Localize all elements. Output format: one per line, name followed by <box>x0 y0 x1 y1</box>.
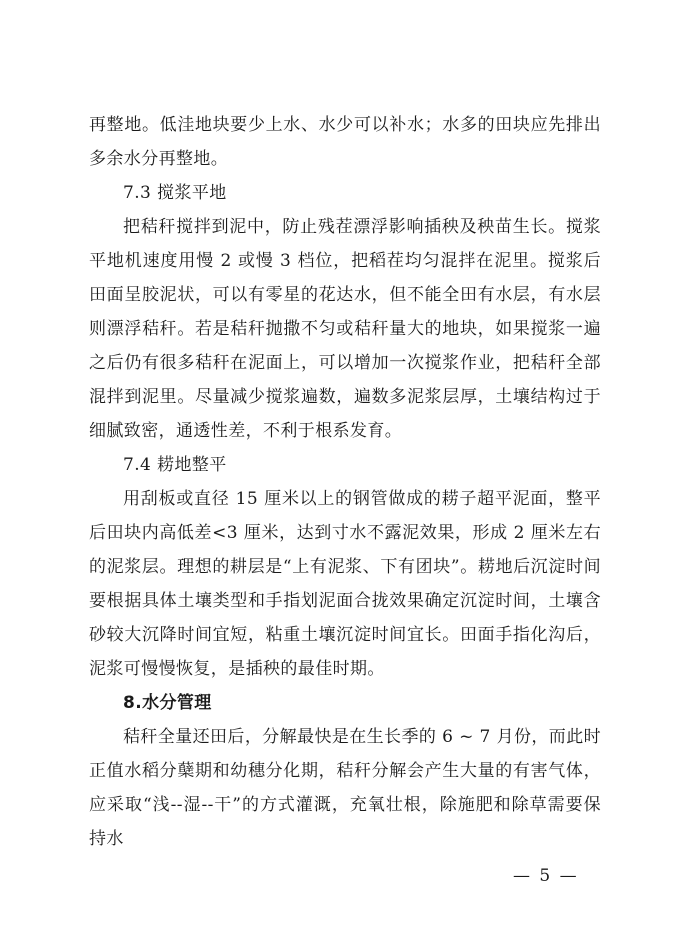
paragraph-7-4-body: 用刮板或直径 15 厘米以上的钢管做成的耢子超平泥面，整平后田块内高低差<3 厘米，达到寸水不露泥效果，形成 2 厘米左右的泥浆层。理想的耕层是“上有泥浆、下有团块”。耢地后沉淀时间要根据具体土壤类型和手指划泥面合拢效果确定沉淀时间，土壤含砂较大沉降时间宜短，粘重土壤沉淀时间宜长。田面手指化沟后，泥浆可慢慢恢复，是插秧的最佳时期。 <box>89 489 601 679</box>
section-heading-8: 8.水分管理 <box>123 693 212 713</box>
paragraph-8-body: 秸秆全量还田后，分解最快是在生长季的 6 ~ 7 月份，而此时正值水稻分蘖期和幼穗分化期，秸秆分解会产生大量的有害气体，应采取“浅--湿--干”的方式灌溉，充氧壮根，除施肥和除草需要保持水 <box>89 727 601 849</box>
paragraph-7-3-body: 把秸秆搅拌到泥中，防止残茬漂浮影响插秧及秧苗生长。搅浆平地机速度用慢 2 或慢 3 档位，把稻茬均匀混拌在泥里。搅浆后田面呈胶泥状，可以有零星的花达水，但不能全田有水层，有水层则漂浮秸秆。若是秸秆抛撒不匀或秸秆量大的地块，如果搅浆一遍之后仍有很多秸秆在泥面上，可以增加一次搅浆作业，把秸秆全部混拌到泥里。尽量减少搅浆遍数，遍数多泥浆层厚，土壤结构过于细腻致密，通透性差，不利于根系发育。 <box>89 217 601 441</box>
paragraph-7-2-continued: 再整地。低洼地块要少上水、水少可以补水；水多的田块应先排出多余水分再整地。 <box>89 115 601 169</box>
section-heading-7-3: 7.3 搅浆平地 <box>123 183 227 203</box>
page-number: — 5 — <box>513 866 579 886</box>
section-heading-7-4: 7.4 耢地整平 <box>123 455 227 475</box>
